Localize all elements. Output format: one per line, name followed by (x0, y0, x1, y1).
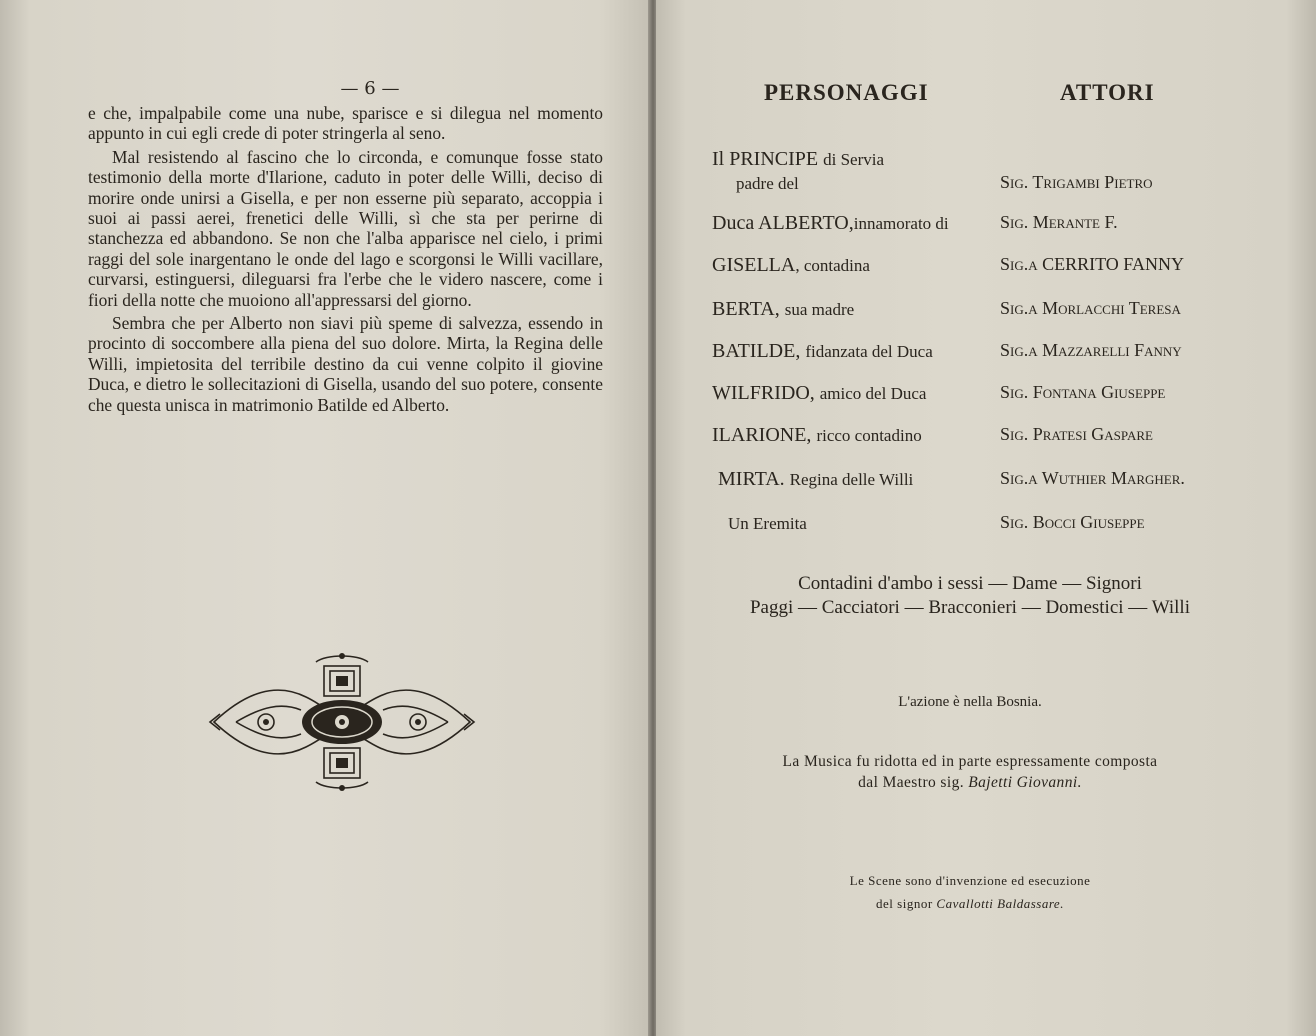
paragraph-1: e che, impalpabile come una nube, sparisce e si dilegua nel momento appunto in cui egli crede di poter stringerla al seno. (88, 103, 603, 144)
decorative-ornament-icon (206, 652, 478, 792)
actor-name: Sig.a CERRITO FANNY (1000, 254, 1184, 274)
cast-row (712, 148, 1252, 193)
paragraph-3: Sembra che per Alberto non siavi più speme di salvezza, essendo in procinto di soccombere alla piena del suo dolore. Mirta, la Regina delle Willi, impietosita del terribile destino da cui venne colpito il giovine Duca, e dietro le sollecitazioni di Gisella, usando del suo potere, consente che questa unisca in matrimonio Batilde ed Alberto. (88, 313, 603, 415)
music-credit-line-1: La Musica fu ridotta ed in parte espressamente composta (782, 753, 1158, 770)
cast-row (712, 424, 1252, 454)
header-characters: PERSONAGGI (764, 80, 929, 105)
cast-row (712, 340, 1252, 370)
actor-name: Sig. Bocci Giuseppe (1000, 512, 1145, 532)
cast-row (712, 512, 1252, 542)
body-text (88, 103, 603, 418)
paragraph-2: Mal resistendo al fascino che lo circonda, e comunque fosse stato testimonio della morte d'Ilarione, caduto in poter delle Willi, deciso di morire onde unirsi a Gisella, e per non esserne più separato, accoppia i suoi ai passi aerei, frenetici delle Willi, sì che sta per perirne di stanchezza ed abbandono. Se non che l'alba apparisce nel cielo, i primi raggi del sole inargentano le onde del lago e scorgonsi le Willi vacillare, curvarsi, estinguersi, dileguarsi fra l'erbe che le videro nascere, come i fiori della notte che muoiono all'appressarsi del giorno. (88, 146, 603, 310)
actor-name: Sig. Merante F. (1000, 212, 1118, 232)
left-page (0, 0, 650, 1036)
cast-row (712, 254, 1252, 284)
character-name: Il PRINCIPE di Servia (712, 148, 885, 170)
scenes-credit-line-2: del signor Cavallotti Baldassare. (876, 896, 1064, 911)
character-name: Un Eremita (728, 514, 807, 533)
actor-name: Sig. Trigambi Pietro (1000, 172, 1153, 192)
character-name: MIRTA. Regina delle Willi (718, 468, 914, 490)
header-actors: ATTORI (1060, 80, 1155, 105)
character-name: WILFRIDO, amico del Duca (712, 382, 927, 404)
cast-row (712, 468, 1252, 498)
character-name: ILARIONE, ricco contadino (712, 424, 922, 446)
character-name: GISELLA, contadina (712, 254, 870, 276)
chorus-line-1: Contadini d'ambo i sessi — Dame — Signori (798, 573, 1142, 594)
character-name: Duca ALBERTO,innamorato di (712, 212, 949, 234)
character-name: BATILDE, fidanzata del Duca (712, 340, 933, 362)
music-credit-line-2: dal Maestro sig. Bajetti Giovanni. (858, 774, 1082, 791)
cast-row (712, 298, 1252, 328)
character-name: BERTA, sua madre (712, 298, 855, 320)
actor-name: Sig. Pratesi Gaspare (1000, 424, 1153, 444)
chorus-line-2: Paggi — Cacciatori — Bracconieri — Domestici — Willi (749, 597, 1190, 618)
character-description: padre del (736, 174, 799, 193)
page-number: — 6 — (340, 78, 400, 99)
cast-row (712, 212, 1252, 242)
actor-name: Sig.a Wuthier Margher. (1000, 468, 1185, 488)
scenes-credit-line-1: Le Scene sono d'invenzione ed esecuzione (849, 873, 1091, 888)
actor-name: Sig.a Mazzarelli Fanny (1000, 340, 1182, 360)
actor-name: Sig. Fontana Giuseppe (1000, 382, 1166, 402)
actor-name: Sig.a Morlacchi Teresa (1000, 298, 1181, 318)
cast-row (712, 382, 1252, 412)
setting-note: L'azione è nella Bosnia. (898, 694, 1042, 710)
